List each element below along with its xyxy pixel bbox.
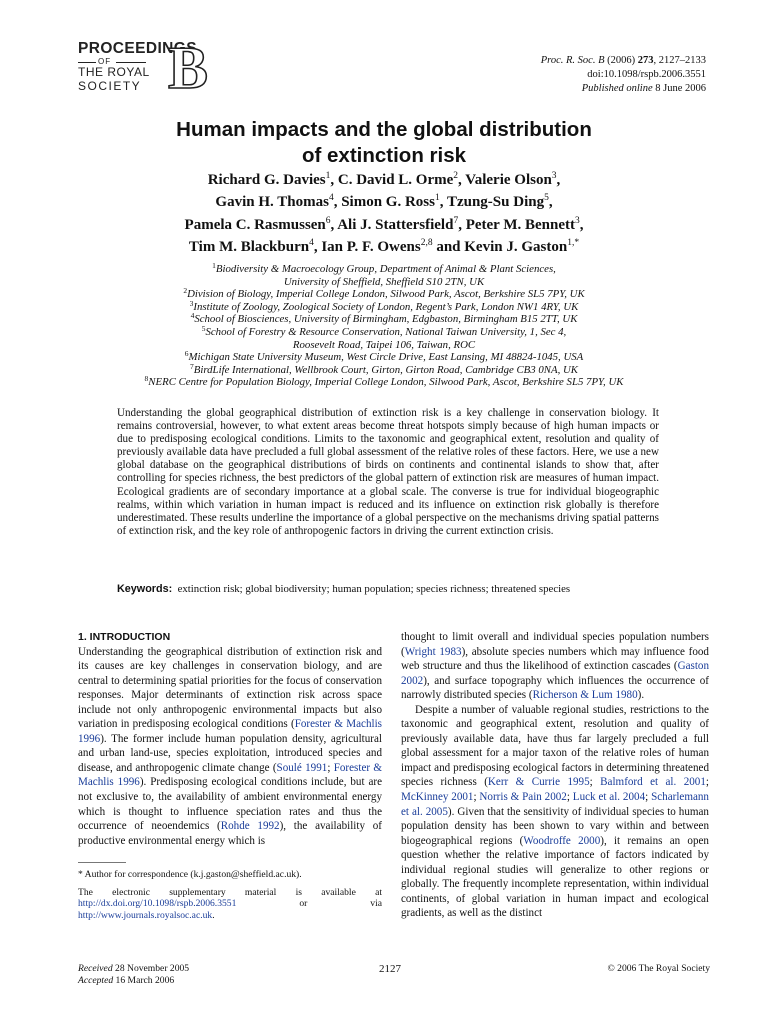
reference-link[interactable]: Forester & Machlis 1996 bbox=[78, 718, 382, 745]
logo-line-society: SOCIETY bbox=[78, 79, 142, 93]
reference-link[interactable]: McKinney 2001 bbox=[401, 791, 474, 804]
reference-link[interactable]: Norris & Pain 2002 bbox=[479, 791, 567, 804]
affiliation-text: BirdLife International, Wellbrook Court, Girton, Girton Road, Cambridge CB3 0NA, UK bbox=[193, 363, 578, 376]
right-column bbox=[401, 630, 709, 921]
journal-logo bbox=[78, 35, 209, 101]
author-sup: 7 bbox=[453, 215, 459, 226]
citation-line bbox=[541, 54, 706, 68]
author-name: Tzung-Su Ding bbox=[446, 194, 545, 211]
affiliation bbox=[80, 263, 688, 276]
intro-paragraph-1: Understanding the geographical distribution of extinction risk and its causes are key challenges in conservation biology, and are central to determining spatial priorities for the focus of conservation responses. Major determinants of extinction risk across space include not only anthropogenic environmental impacts but also variation in predisposing ecological conditions (Forester & Machlis 1996). The former include human population density, agricultural and urban land-use, species exploitation, introduced species and disease, and anthropogenic climate change (Soulé 1991; Forester & Machlis 1996). Predisposing ecological conditions include, but are not exclusive to, the availability of ambient environmental energy which is thought to influence speciation rates and thus the occurrence of neoendemics (Rohde 1992), the availability of productive environmental energy which is bbox=[78, 645, 382, 847]
affiliation-text: Division of Biology, Imperial College London, Silwood Park, Ascot, Berkshire SL5 7PY, UK bbox=[187, 288, 585, 301]
published-label: Published online bbox=[581, 83, 653, 94]
intro-paragraph-2: Despite a number of valuable regional studies, restrictions to the taxonomic and geographical extent, resolution and quality of previously available data, have thus far largely precluded a full global assessment for a major taxon of the relative roles of human impact and predisposing ecological factors in determining threatened species richness (Kerr & Currie 1995; Balmford et al. 2001; McKinney 2001; Norris & Pain 2002; Luck et al. 2004; Scharlemann et al. 2005). Given that the sensitivity of individual species to human population density has been shown to vary within and between biogeographical regions (Woodroffe 2000), it remains an open question whether the relative importance of factors indicated by individual regional studies will generalize to other regions or globally. The frequently incomplete representation, within individual continents, of global variation in human impact and ecological gradients, as well as the distinct bbox=[401, 703, 709, 920]
citation-block bbox=[541, 54, 706, 96]
supplementary-note: The electronic supplementary material is available at http://dx.doi.org/10.1098/rspb.2006.3551 or via http://www.journals.royalsoc.ac.uk. bbox=[78, 886, 382, 921]
reference-link[interactable]: Balmford et al. 2001 bbox=[600, 776, 706, 789]
author-line bbox=[80, 214, 688, 236]
journal-year: (2006) bbox=[607, 55, 636, 66]
affiliation bbox=[80, 351, 688, 364]
author-name: Ian P. F. Owens bbox=[321, 238, 421, 255]
author-line bbox=[80, 169, 688, 191]
copyright: © 2006 The Royal Society bbox=[607, 963, 710, 974]
author-sup: 4 bbox=[309, 237, 314, 248]
keywords-text: extinction risk; global biodiversity; human population; species richness; threatened species bbox=[177, 583, 571, 595]
received-accepted bbox=[78, 963, 189, 986]
affiliation-sup: 1 bbox=[212, 261, 216, 270]
affiliation bbox=[80, 361, 688, 377]
journal-link[interactable]: http://www.journals.royalsoc.ac.uk bbox=[78, 909, 213, 921]
author-list bbox=[80, 169, 688, 258]
keywords bbox=[117, 583, 677, 596]
left-column bbox=[78, 630, 382, 848]
author-sep: , bbox=[333, 194, 342, 211]
reference-link[interactable]: Forester & Machlis 1996 bbox=[78, 761, 382, 789]
affiliation-text: NERC Centre for Population Biology, Imperial College London, Silwood Park, Ascot, Berkshire SL5 7PY, UK bbox=[148, 376, 624, 389]
reference-link[interactable]: Gaston 2002 bbox=[401, 660, 709, 687]
journal-pages: , 2127–2133 bbox=[653, 55, 706, 66]
author-sep: , bbox=[313, 238, 322, 255]
affiliation-sup: 4 bbox=[190, 311, 195, 321]
keywords-label: Keywords: bbox=[117, 583, 173, 595]
author-sep: , bbox=[458, 172, 466, 188]
reference-link[interactable]: Luck et al. 2004 bbox=[572, 791, 646, 804]
author-name: C. David L. Orme bbox=[337, 172, 454, 188]
reference-link[interactable]: Wright 1983 bbox=[404, 645, 462, 658]
abstract: Understanding the global geographical distribution of extinction risk is a key challenge in conservation biology. It remains controversial, however, to what extent areas become threat hotspots simply because of high human impacts or due to predisposing ecological conditions. Limits to the taxonomic and geographical extent, resolution and quality of previously available data have precluded a full global assessment of the relative roles of these factors. Here, we use a new global database on the geographical distributions of birds on continents and continental islands to show that, after controlling for species richness, the best predictors of the global pattern of extinction risk are measures of human impact. Ecological gradients are of secondary importance at a global scale. The converse is true for individual biogeographic realms, within which variation in human impact is reduced and its influence on extinction risk globally is therefore underestimated. These results underline the importance of a global perspective on the mechanisms driving spatial patterns of extinction risk, and the key role of anthropogenic factors in driving the current extinction crisis. bbox=[117, 407, 659, 537]
journal-abbrev: Proc. R. Soc. B bbox=[540, 55, 605, 66]
author-sup: 4 bbox=[328, 193, 334, 204]
journal-volume: 273 bbox=[637, 55, 654, 66]
author-sup: 2,8 bbox=[420, 237, 433, 248]
affiliation-text: Institute of Zoology, Zoological Society of London, Regent’s Park, London NW1 4RY, UK bbox=[193, 300, 579, 313]
author-sep: and bbox=[432, 238, 465, 255]
author-name: Tim M. Blackburn bbox=[188, 238, 310, 255]
logo-line-the-royal: THE ROYAL bbox=[78, 65, 150, 79]
paper-title bbox=[60, 117, 708, 169]
section-heading: 1. INTRODUCTION bbox=[78, 631, 171, 643]
affiliation-text: University of Sheffield, Sheffield S10 2TN, UK bbox=[283, 275, 485, 288]
affiliation-list bbox=[80, 263, 688, 389]
affiliation bbox=[80, 376, 688, 389]
author-sup: 3 bbox=[551, 171, 557, 181]
author-name: Kevin J. Gaston bbox=[464, 238, 568, 255]
author-sep: , bbox=[556, 172, 561, 188]
author-sup: 1 bbox=[434, 193, 440, 204]
title-line-2: of extinction risk bbox=[301, 144, 467, 167]
logo-line-of: OF bbox=[98, 57, 112, 66]
affiliation-sup: 2 bbox=[183, 286, 188, 296]
received-label: Received bbox=[78, 963, 113, 974]
author-name: Valerie Olson bbox=[465, 172, 552, 188]
author-sup: 1 bbox=[325, 171, 331, 181]
logo-b-mark: B bbox=[168, 35, 209, 101]
affiliation bbox=[80, 276, 688, 289]
page-number: 2127 bbox=[379, 963, 401, 975]
footnotes bbox=[78, 869, 382, 927]
affiliation-text: Roosevelt Road, Taipei 106, Taiwan, ROC bbox=[292, 338, 476, 351]
affiliation-sup: 7 bbox=[190, 361, 194, 371]
affiliation-text: Michigan State University Museum, West Circle Drive, East Lansing, MI 48824-1045, USA bbox=[188, 351, 584, 364]
intro-paragraph-1-cont: thought to limit overall and individual species population numbers (Wright 1983), absolute species numbers which may influence food web structure and thus the likelihood of extinction cascades (Gaston 2002), and surface topography which influences the occurrence of narrowly distributed species (Richerson & Lum 1980). bbox=[401, 631, 709, 702]
affiliation-sup: 8 bbox=[144, 374, 149, 384]
reference-link[interactable]: Soulé 1991 bbox=[276, 761, 328, 774]
affiliation-text: School of Biosciences, University of Birmingham, Edgbaston, Birmingham B15 2TT, UK bbox=[194, 313, 578, 326]
author-sup: 1,* bbox=[567, 237, 580, 248]
affiliation bbox=[80, 298, 688, 314]
reference-link[interactable]: Woodroffe 2000 bbox=[523, 834, 601, 847]
accepted-date: 16 March 2006 bbox=[113, 974, 175, 986]
affiliation bbox=[80, 313, 688, 326]
affiliation-text: Biodiversity & Macroecology Group, Department of Animal & Plant Sciences, bbox=[215, 263, 556, 275]
reference-link[interactable]: Richerson & Lum 1980 bbox=[532, 689, 638, 702]
logo-line-proceedings: PROCEEDINGS bbox=[78, 40, 197, 57]
author-sup: 3 bbox=[574, 215, 580, 226]
affiliation bbox=[80, 339, 688, 352]
doi-link[interactable]: http://dx.doi.org/10.1098/rspb.2006.3551 bbox=[78, 898, 237, 910]
published-line bbox=[541, 82, 706, 96]
author-line bbox=[80, 236, 688, 258]
author-sep: , bbox=[439, 194, 447, 211]
author-sup: 5 bbox=[544, 193, 549, 204]
affiliation-sup: 6 bbox=[184, 349, 189, 359]
affiliation-sup: 5 bbox=[201, 323, 206, 333]
author-sep: , bbox=[579, 216, 584, 233]
affiliation bbox=[80, 288, 688, 301]
author-name: Ali J. Stattersfield bbox=[337, 216, 454, 233]
author-line bbox=[80, 191, 688, 213]
author-name: Richard G. Davies bbox=[207, 172, 326, 188]
received-date: 28 November 2005 bbox=[112, 963, 190, 974]
title-line-1: Human impacts and the global distribution bbox=[176, 118, 592, 141]
author-sep: , bbox=[548, 194, 553, 211]
author-name: Pamela C. Rasmussen bbox=[184, 216, 326, 233]
author-sup: 2 bbox=[453, 171, 459, 181]
author-sep: , bbox=[458, 216, 466, 233]
author-sep: , bbox=[330, 172, 338, 188]
reference-link[interactable]: Scharlemann et al. 2005 bbox=[401, 791, 709, 818]
footnote-rule bbox=[78, 862, 126, 863]
author-name: Gavin H. Thomas bbox=[215, 194, 329, 211]
reference-link[interactable]: Rohde 1992 bbox=[220, 820, 280, 833]
published-date: 8 June 2006 bbox=[652, 83, 706, 94]
doi: doi:10.1098/rspb.2006.3551 bbox=[587, 69, 706, 80]
author-sup: 6 bbox=[325, 215, 331, 226]
correspondence-note: * Author for correspondence (k.j.gaston@sheffield.ac.uk). bbox=[78, 869, 302, 880]
affiliation-sup: 3 bbox=[189, 298, 194, 308]
author-sep: , bbox=[330, 216, 338, 233]
author-name: Simon G. Ross bbox=[341, 194, 435, 211]
reference-link[interactable]: Kerr & Currie 1995 bbox=[487, 776, 590, 789]
author-name: Peter M. Bennett bbox=[465, 216, 575, 233]
affiliation bbox=[80, 323, 688, 339]
affiliation-text: School of Forestry & Resource Conservation, National Taiwan University, 1, Sec 4, bbox=[205, 325, 567, 338]
accepted-label: Accepted bbox=[78, 974, 114, 986]
